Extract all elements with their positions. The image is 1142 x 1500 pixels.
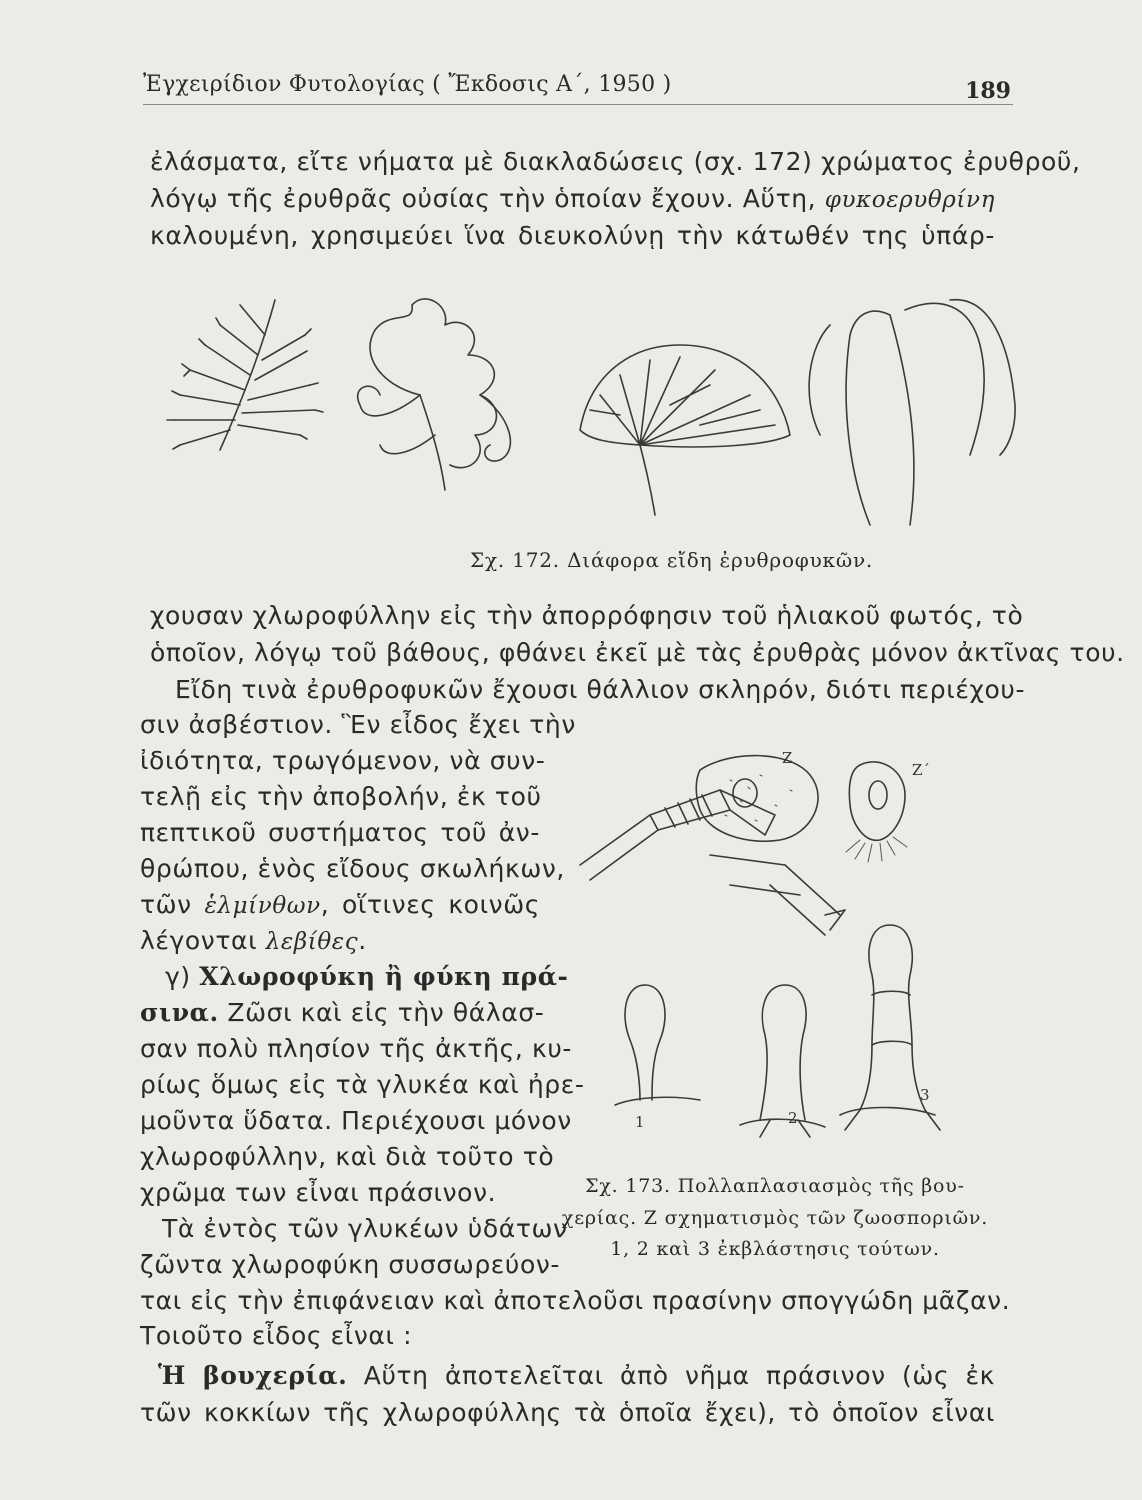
figure-172-caption: Σχ. 172. Διάφορα εἴδη ἐρυθροφυκῶν. bbox=[470, 548, 874, 572]
heading-letter: γ) bbox=[165, 962, 191, 991]
zoospore-z bbox=[696, 756, 818, 842]
figure-173-label-z-prime: Z΄ bbox=[912, 761, 930, 779]
germination-stage-2 bbox=[740, 985, 825, 1137]
text-line: ἐλάσματα, εἴτε νήματα μὲ διακλαδώσεις (σχ. 172) χρώματος ἐρυθροῦ, bbox=[150, 147, 1081, 176]
figure-173-label-2: 2 bbox=[788, 1109, 798, 1127]
text-line: χλωροφύλλην, καὶ διὰ τοῦτο τὸ bbox=[140, 1142, 555, 1171]
text-span: . bbox=[358, 926, 367, 955]
page-number: 189 bbox=[965, 78, 1011, 104]
text-line: ρίως ὅμως εἰς τὰ γλυκέα καὶ ἠρε- bbox=[140, 1070, 585, 1099]
text-line: ζῶντα χλωροφύκη συσσωρεύον- bbox=[140, 1250, 561, 1279]
text-line bbox=[150, 183, 995, 216]
term-phycoerythrin: φυκοερυθρίνη bbox=[824, 187, 996, 213]
text-line: σαν πολὺ πλησίον τῆς ἀκτῆς, κυ- bbox=[140, 1034, 573, 1063]
figure-173-caption-line: 1, 2 καὶ 3 ἐκβλάστησις τούτων. bbox=[610, 1238, 940, 1260]
text-line: ὁποῖον, λόγῳ τοῦ βάθους, φθάνει ἐκεῖ μὲ τὰς ἐρυθρὰς μόνον ἀκτῖνας του. bbox=[150, 638, 1125, 667]
text-span: τῶν bbox=[140, 890, 192, 919]
text-line: ται εἰς τὴν ἐπιφάνειαν καὶ ἀποτελοῦσι πρασίνην σπογγώδη μᾶζαν. bbox=[140, 1286, 1011, 1315]
text-span: Αὕτη ἀποτελεῖται ἀπὸ νῆμα πράσινον (ὡς ἐκ bbox=[363, 1361, 996, 1390]
text-line: τελῇ εἰς τὴν ἀποβολήν, ἐκ τοῦ bbox=[140, 782, 542, 811]
text-line: χουσαν χλωροφύλλην εἰς τὴν ἀπορρόφησιν τοῦ ἡλιακοῦ φωτός, τὸ bbox=[150, 601, 1024, 630]
text-line: καλουμένη, χρησιμεύει ἵνα διευκολύνῃ τὴν κάτωθέν της ὑπάρ- bbox=[150, 221, 995, 250]
heading-title: Χλωροφύκη ἢ φύκη πρά- bbox=[199, 962, 569, 991]
text-line: πεπτικοῦ συστήματος τοῦ ἀν- bbox=[140, 818, 540, 847]
section-heading-chlorophyceae bbox=[165, 961, 569, 993]
alga-fan bbox=[580, 345, 790, 515]
text-line bbox=[158, 1360, 995, 1392]
figure-172-illustration bbox=[150, 285, 1020, 545]
text-line: Εἴδη τινὰ ἐρυθροφυκῶν ἔχουσι θάλλιον σκληρόν, διότι περιέχου- bbox=[175, 675, 1026, 704]
zoospore-z-prime bbox=[849, 762, 905, 840]
germination-stage-1 bbox=[615, 985, 700, 1105]
text-span: , οἵτινες κοινῶς bbox=[320, 890, 541, 919]
figure-173-label-3: 3 bbox=[920, 1086, 930, 1104]
alga-lobed bbox=[358, 299, 511, 490]
text-line: χρῶμα των εἶναι πράσινον. bbox=[140, 1178, 497, 1207]
term-lebithes: λεβίθες bbox=[265, 929, 359, 955]
alga-ribbon bbox=[809, 300, 1015, 525]
figure-173-label-z: Z bbox=[782, 749, 793, 767]
text-line: θρώπου, ἑνὸς εἴδους σκωλήκων, bbox=[140, 854, 565, 883]
text-line: Τοιοῦτο εἶδος εἶναι : bbox=[140, 1321, 413, 1350]
text-line bbox=[140, 997, 545, 1029]
term-helminths: ἑλμίνθων bbox=[204, 893, 321, 919]
text-line bbox=[140, 925, 540, 958]
figure-173-illustration bbox=[560, 745, 1000, 1165]
header-title: Ἐγχειρίδιον Φυτολογίας ( Ἔκδοσις Α΄, 1950 ) bbox=[143, 72, 672, 97]
text-span: Ζῶσι καὶ εἰς τὴν θάλασ- bbox=[227, 998, 545, 1027]
figure-173-caption-line: Σχ. 173. Πολλαπλασιασμὸς τῆς βου- bbox=[585, 1175, 965, 1197]
running-header bbox=[143, 68, 1013, 105]
figure-173-caption-line: χερίας. Ζ σχηματισμὸς τῶν ζωοσποριῶν. bbox=[561, 1207, 989, 1229]
text-line: ἰδιότητα, τρωγόμενον, νὰ συν- bbox=[140, 746, 546, 775]
figure-173-label-1: 1 bbox=[635, 1113, 645, 1131]
text-line bbox=[140, 889, 540, 922]
text-line: Τὰ ἐντὸς τῶν γλυκέων ὑδάτων bbox=[162, 1214, 568, 1243]
text-line: μοῦντα ὕδατα. Περιέχουσι μόνον bbox=[140, 1106, 572, 1135]
heading-title-end: σινα. bbox=[140, 998, 219, 1027]
text-line: σιν ἀσβέστιον. Ἓν εἶδος ἔχει τὴν bbox=[140, 710, 576, 739]
text-line: τῶν κοκκίων τῆς χλωροφύλλης τὰ ὁποῖα ἔχει), τὸ ὁποῖον εἶναι bbox=[140, 1398, 995, 1427]
term-vaucheria: Ἡ βουχερία. bbox=[158, 1361, 348, 1390]
zoospore-release-tube bbox=[580, 790, 845, 935]
text-span: λέγονται bbox=[140, 926, 258, 955]
text-span: λόγῳ τῆς ἐρυθρᾶς οὐσίας τὴν ὁποίαν ἔχουν. Αὕτη, bbox=[150, 184, 817, 213]
alga-feathery bbox=[167, 300, 323, 450]
